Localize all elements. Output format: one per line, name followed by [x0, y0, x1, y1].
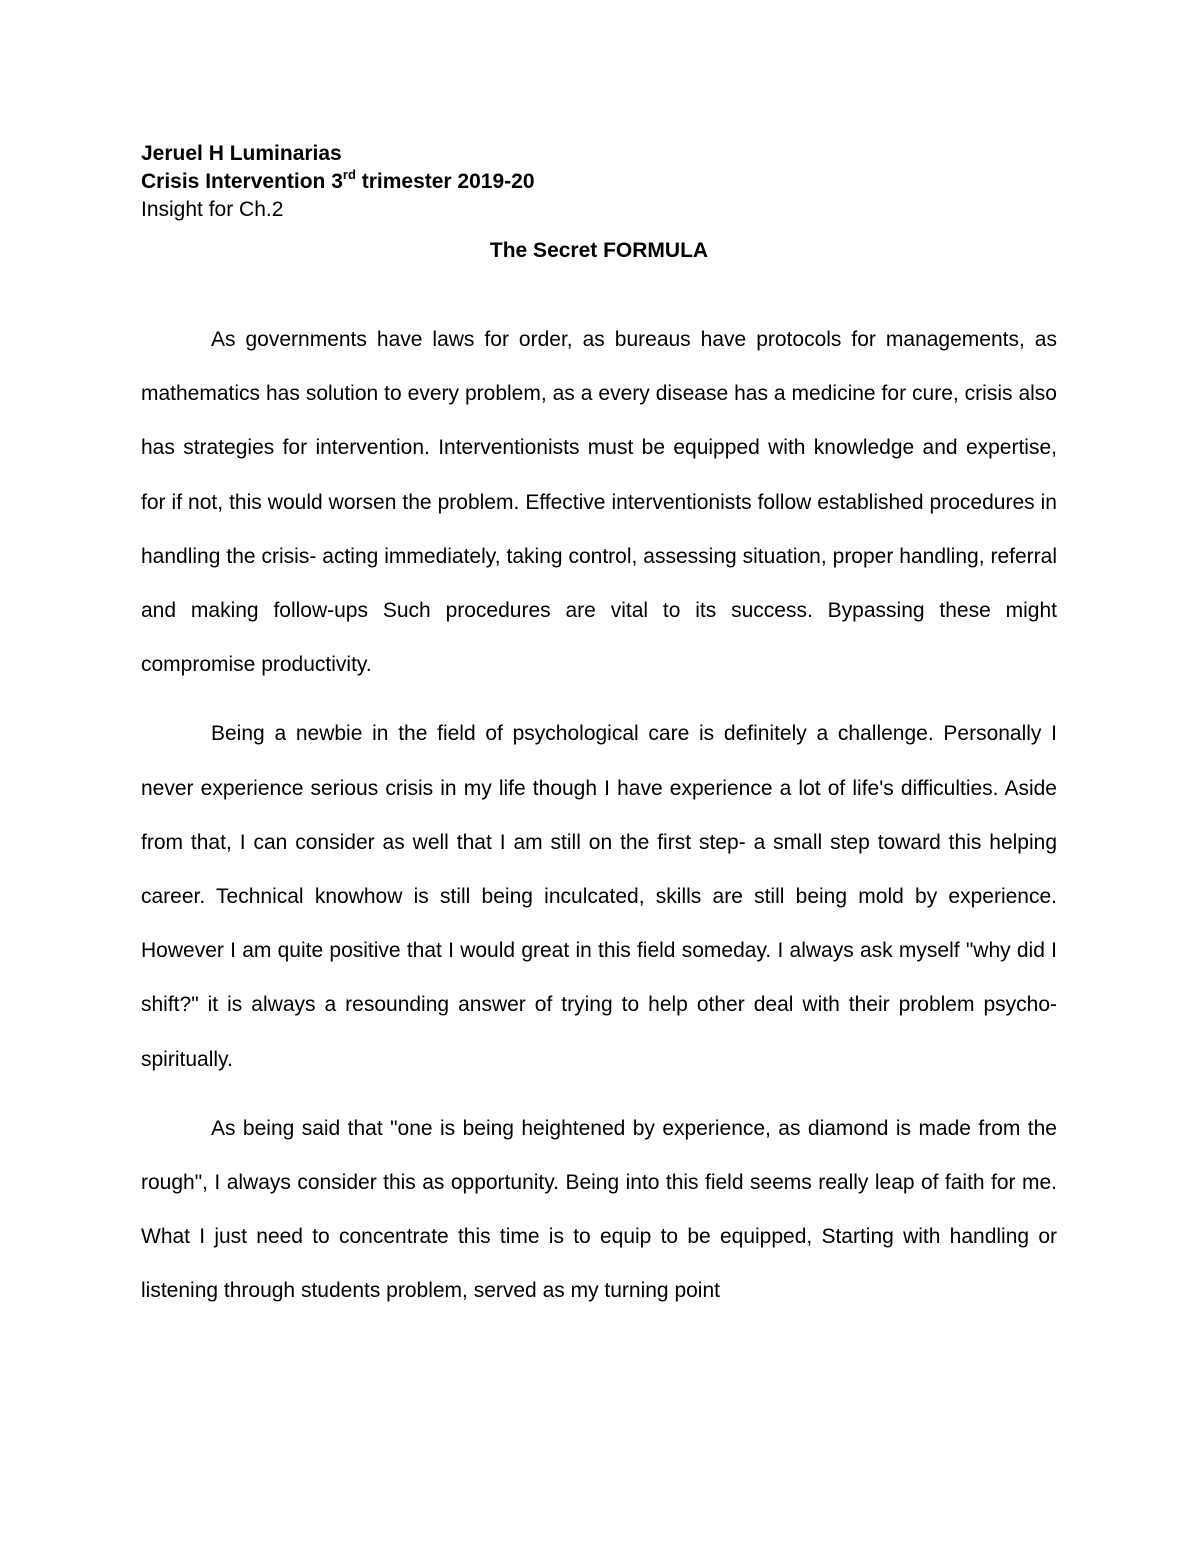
- course-prefix: Crisis Intervention 3: [141, 170, 343, 193]
- document-page: [141, 140, 1057, 1319]
- course-suffix: trimester 2019-20: [355, 170, 535, 193]
- course-superscript: rd: [342, 167, 356, 182]
- document-title: The Secret FORMULA: [489, 239, 709, 262]
- paragraph-3: As being said that "one is being heightened by experience, as diamond is made from the rough", I always consider this as opportunity. Being into this field seems really leap of faith for me. What I just need to concentrate this time is to equip to be equipped, Starting with handling or listening through students problem, served as my turning point: [141, 1116, 1057, 1303]
- subtitle: Insight for Ch.2: [141, 198, 284, 221]
- course-line: [141, 168, 1057, 196]
- author-name: Jeruel H Luminarias: [141, 142, 342, 165]
- paragraph-1: As governments have laws for order, as bureaus have protocols for managements, as mathematics has solution to every problem, as a every disease has a medicine for cure, crisis also has strategies for intervention. Interventionists must be equipped with knowledge and expertise, for if not, this would worsen the problem. Effective interventionists follow established procedures in handling the crisis- acting immediately, taking control, assessing situation, proper handling, referral and making follow-ups Such procedures are vital to its success. Bypassing these might compromise productivity.: [141, 328, 1057, 677]
- paragraph-2: Being a newbie in the field of psychological care is definitely a challenge. Personally I never experience serious crisis in my life though I have experience a lot of life's difficulties. Aside from that, I can consider as well that I am still on the first step- a small step toward this helping career. Technical knowhow is still being inculcated, skills are still being mold by experience. However I am quite positive that I would great in this field someday. I always ask myself "why did I shift?" it is always a resounding answer of trying to help other deal with their problem psycho-spiritually.: [141, 722, 1057, 1071]
